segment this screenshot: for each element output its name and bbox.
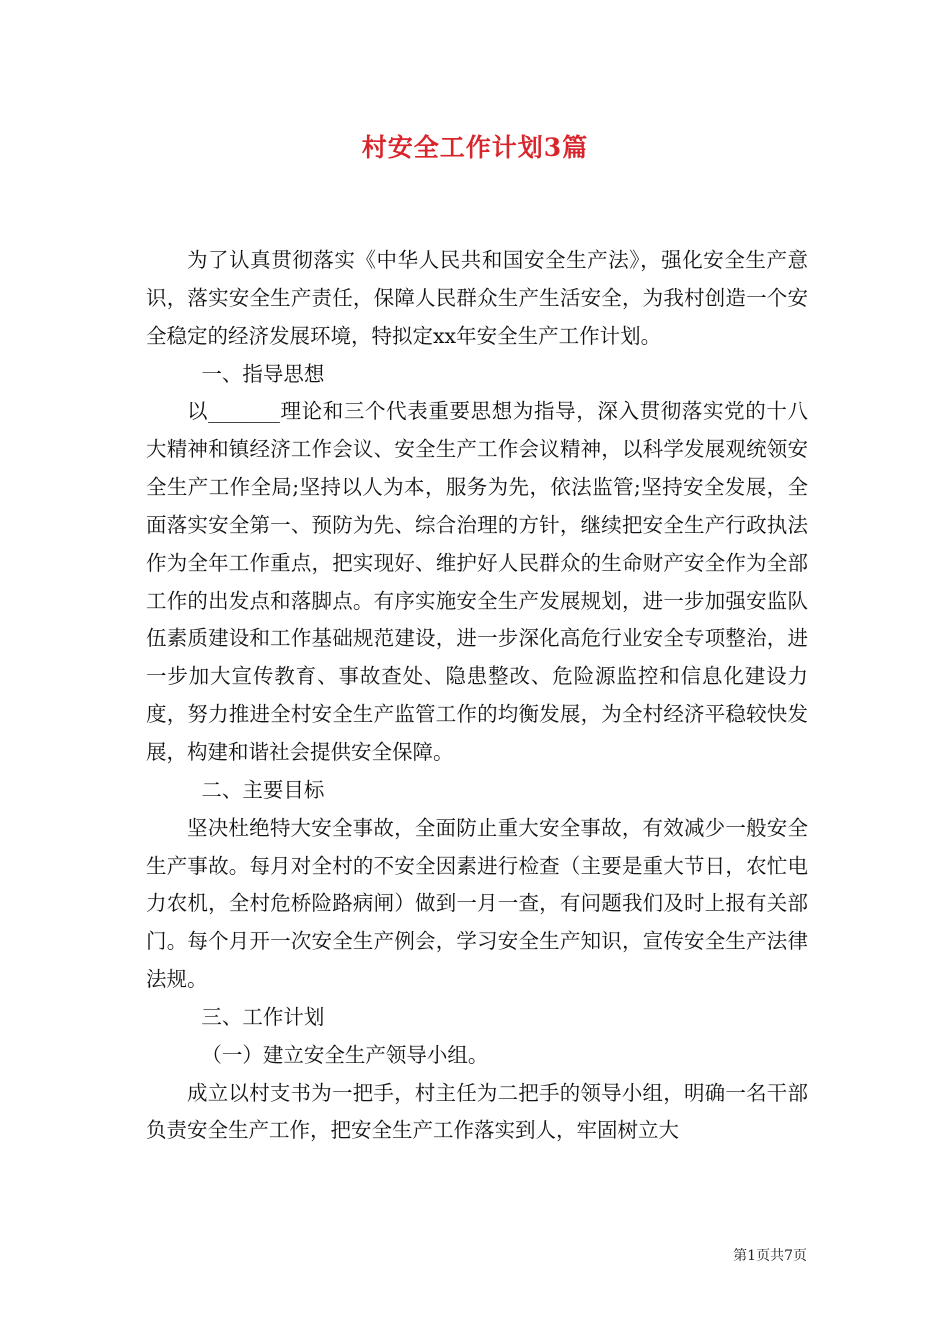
page-indicator: 第1页共7页 — [733, 1248, 807, 1264]
section-heading-main-goals: 二、主要目标 — [201, 777, 325, 802]
section-heading-guiding-ideology: 一、指导思想 — [201, 361, 325, 386]
paragraph-main-goals: 坚决杜绝特大安全事故，全面防止重大安全事故，有效减少一般安全生产事故。每月对全村的不安全因素进行检查（主要是重大节日，农忙电力农机，全村危桥险路病闸）做到一月一查，有问题我们及时上报有关部门。每个月开一次安全生产例会，学习安全生产知识，宣传安全生产法律法规。 — [146, 815, 808, 992]
paragraph-leadership-group: 成立以村支书为一把手，村主任为二把手的领导小组，明确一名干部负责安全生产工作，把安全生产工作落实到人，牢固树立大 — [146, 1080, 808, 1143]
paragraph-guiding-ideology: 以_______理论和三个代表重要思想为指导，深入贯彻落实党的十八大精神和镇经济工作会议、安全生产工作会议精神，以科学发展观统领安全生产工作全局;坚持以人为本，服务为先，依法监管;坚持安全发展，全面落实安全第一、预防为先、综合治理的方针，继续把安全生产行政执法作为全年工作重点，把实现好、维护好人民群众的生命财产安全作为全部工作的出发点和落脚点。有序实施安全生产发展规划，进一步加强安监队伍素质建设和工作基础规范建设，进一步深化高危行业安全专项整治，进一步加大宣传教育、事故查处、隐患整改、危险源监控和信息化建设力度，努力推进全村安全生产监管工作的均衡发展，为全村经济平稳较快发展，构建和谐社会提供安全保障。 — [146, 399, 808, 764]
document-body — [146, 242, 808, 1150]
paragraph-intro: 为了认真贯彻落实《中华人民共和国安全生产法》，强化安全生产意识，落实安全生产责任，保障人民群众生产生活安全，为我村创造一个安全稳定的经济发展环境，特拟定xx年安全生产工作计划。 — [146, 248, 808, 348]
section-heading-work-plan: 三、工作计划 — [201, 1004, 325, 1029]
page-title: 村安全工作计划3篇 — [361, 133, 589, 162]
subsection-heading-leadership-group: （一）建立安全生产领导小组。 — [201, 1042, 489, 1067]
